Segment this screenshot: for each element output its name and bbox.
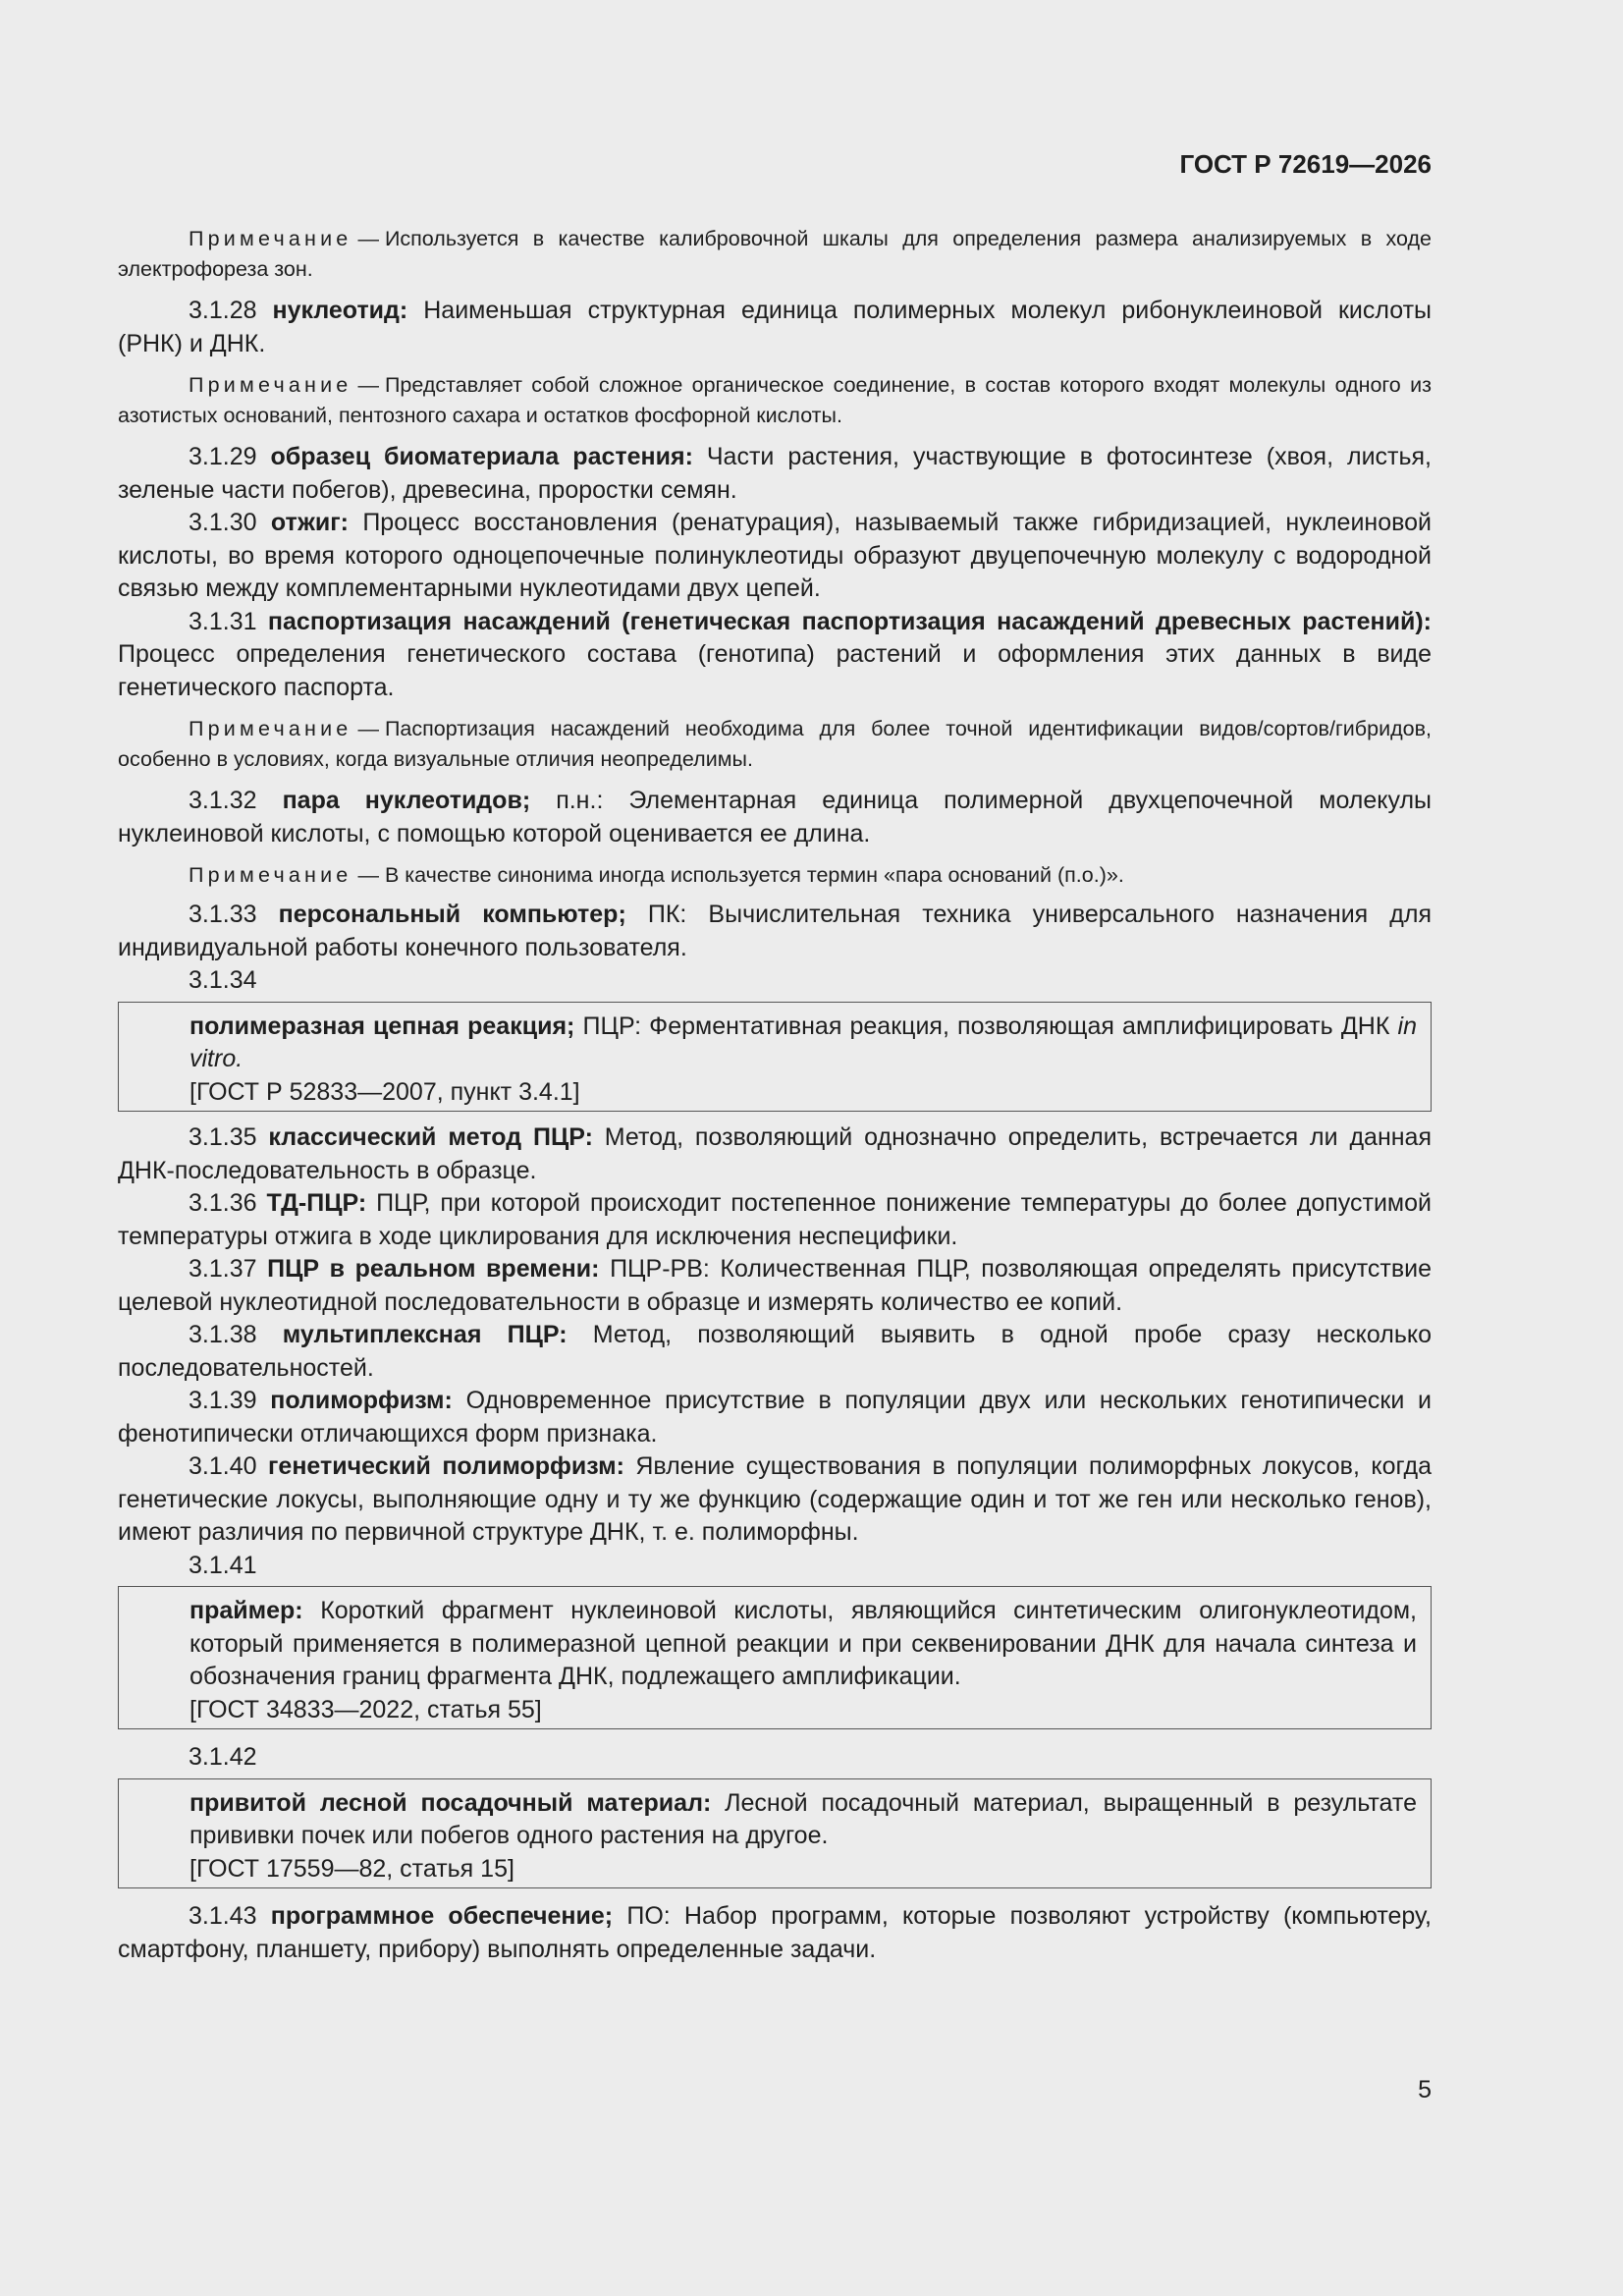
term-name: мультиплексная ПЦР: (282, 1321, 568, 1348)
quoted-term-box (118, 1002, 1432, 1113)
term-name: привитой лесной посадочный материал: (189, 1788, 712, 1817)
term-name: ПЦР в реальном времени: (267, 1255, 600, 1283)
term-source: [ГОСТ Р 52833—2007, пункт 3.4.1] (189, 1077, 580, 1106)
term-definition: ПЦР, при которой происходит постепенное понижение температуры до более допустимой температуры отжига в ходе циклирования для исключения неспецифики. (118, 1189, 1432, 1250)
term-italic: in vitro. (189, 1011, 1417, 1072)
term-entry (118, 1121, 1432, 1187)
term-name: образец биоматериала растения: (270, 443, 693, 470)
term-entry (118, 899, 1432, 964)
term-entry (118, 507, 1432, 606)
term-definition: Явление существования в популяции полиморфных локусов, когда генетические локусы, выполняющие одну и ту же функцию (содержащие один и тот же ген или несколько генов), имеют различия по первичной структуре ДНК, т. е. полиморфны. (118, 1452, 1432, 1546)
term-definition: ПЦР: Ферментативная реакция, позволяющая амплифицировать ДНК (582, 1011, 1390, 1040)
term-name: полиморфизм: (270, 1387, 453, 1414)
note (118, 370, 1432, 431)
term-definition: Метод, позволяющий однозначно определить, встречается ли данная ДНК-последовательность в образце. (118, 1123, 1433, 1184)
term-definition: Части растения, участвующие в фотосинтезе (хвоя, листья, зеленые части побегов), древесина, проростки семян. (118, 443, 1433, 504)
term-entry (189, 1011, 1417, 1076)
term-name: нуклеотид: (272, 297, 408, 324)
note-text: Паспортизация насаждений необходима для более точной идентификации видов/сортов/гибридов, особенно в условиях, когда визуальные отличия неопределимы. (118, 717, 1432, 771)
quoted-term-box (118, 1778, 1432, 1889)
note-label: Примечание (189, 227, 352, 250)
document-header: ГОСТ Р 72619—2026 (1179, 149, 1432, 179)
term-entry (118, 606, 1432, 705)
term-number: 3.1.41 (189, 1551, 257, 1579)
term-number: 3.1.35 (189, 1123, 257, 1151)
term-entry (118, 441, 1432, 507)
term-definition: Лесной посадочный материал, выращенный в результате прививки почек или побегов одного растения на другое. (189, 1788, 1417, 1849)
term-entry (118, 785, 1432, 850)
term-definition: Процесс восстановления (ренатурация), называемый также гибридизацией, нуклеиновой кислоты, во время которого одноцепочечные полинуклеотиды образуют двуцепочечную молекулу с водородной связью между комплементарными нуклеотидами двух цепей. (118, 509, 1432, 602)
term-name: паспортизация насаждений (генетическая паспортизация насаждений древесных растений): (267, 607, 1432, 635)
term-entry (189, 1595, 1417, 1694)
term-definition: Метод, позволяющий выявить в одной пробе сразу несколько последовательностей. (118, 1321, 1432, 1382)
note-text: Представляет собой сложное органическое соединение, в состав которого входят молекулы одного из азотистых оснований, пентозного сахара и остатков фосфорной кислоты. (118, 373, 1432, 427)
term-source: [ГОСТ 34833—2022, статья 55] (189, 1695, 542, 1723)
note-label: Примечание (189, 717, 352, 740)
term-number: 3.1.37 (189, 1255, 257, 1283)
term-definition: п.н.: Элементарная единица полимерной двухцепочечной молекулы нуклеиновой кислоты, с помощью которой оценивается ее длина. (118, 787, 1433, 847)
note (118, 714, 1432, 775)
note-text: Используется в качестве калибровочной шкалы для определения размера анализируемых в ходе электрофореза зон. (118, 227, 1432, 281)
term-name: отжиг: (270, 509, 349, 536)
term-entry (118, 1319, 1432, 1385)
term-number: 3.1.43 (189, 1902, 257, 1930)
note-label: Примечание (189, 863, 352, 887)
document-body (118, 224, 1432, 1966)
term-number: 3.1.30 (189, 509, 257, 536)
note (118, 860, 1432, 891)
term-definition: Одновременное присутствие в популяции двух или нескольких генотипически и фенотипически отличающихся форм признака. (118, 1387, 1433, 1448)
term-name: полимеразная цепная реакция; (189, 1011, 575, 1040)
note-dash: — (357, 717, 379, 740)
term-number: 3.1.39 (189, 1387, 257, 1414)
term-number: 3.1.42 (189, 1743, 257, 1771)
term-definition: Наименьшая структурная единица полимерных молекул рибонуклеиновой кислоты (РНК) и ДНК. (118, 297, 1433, 357)
term-definition: ПО: Набор программ, которые позволяют устройству (компьютеру, смартфону, планшету, прибору) выполнять определенные задачи. (118, 1902, 1432, 1963)
term-number: 3.1.36 (189, 1189, 257, 1217)
note-label: Примечание (189, 373, 352, 397)
term-source: [ГОСТ 17559—82, статья 15] (189, 1854, 514, 1883)
term-name: праймер: (189, 1597, 303, 1624)
term-number: 3.1.38 (189, 1321, 257, 1348)
term-entry (118, 1450, 1432, 1550)
term-number: 3.1.32 (189, 787, 257, 814)
term-number: 3.1.34 (189, 966, 257, 994)
note-text: В качестве синонима иногда используется термин «пара оснований (п.о.)». (384, 863, 1124, 887)
term-definition: ПК: Вычислительная техника универсального назначения для индивидуальной работы конечного пользователя. (118, 901, 1433, 961)
term-name: персональный компьютер; (278, 901, 626, 928)
term-entry (189, 1787, 1417, 1853)
term-number: 3.1.29 (189, 443, 257, 470)
term-definition: ПЦР-РВ: Количественная ПЦР, позволяющая определять присутствие целевой нуклеотидной последовательности в образце и измерять количество ее копий. (118, 1255, 1432, 1316)
term-entry (118, 1385, 1432, 1450)
term-entry (118, 295, 1432, 360)
term-definition: Короткий фрагмент нуклеиновой кислоты, являющийся синтетическим олигонуклеотидом, который применяется в полимеразной цепной реакции и при секвенировании ДНК для начала синтеза и обозначения границ фрагмента ДНК, подлежащего амплификации. (189, 1597, 1417, 1690)
term-number: 3.1.33 (189, 901, 257, 928)
term-entry (118, 1900, 1432, 1966)
term-entry (118, 1253, 1432, 1319)
term-name: программное обеспечение; (270, 1902, 614, 1930)
term-definition: Процесс определения генетического состава (генотипа) растений и оформления этих данных в виде генетического паспорта. (118, 640, 1432, 701)
note-dash: — (357, 373, 379, 397)
term-name: пара нуклеотидов; (282, 787, 531, 814)
term-name: ТД-ПЦР: (266, 1189, 367, 1217)
term-number: 3.1.40 (189, 1452, 257, 1480)
note-dash: — (357, 227, 379, 250)
page-number: 5 (1418, 2076, 1432, 2104)
term-number: 3.1.28 (189, 297, 257, 324)
term-name: классический метод ПЦР: (268, 1123, 593, 1151)
note (118, 224, 1432, 285)
term-number: 3.1.31 (189, 607, 257, 635)
term-name: генетический полиморфизм: (268, 1452, 624, 1480)
quoted-term-box (118, 1586, 1432, 1729)
note-dash: — (357, 863, 379, 887)
term-entry (118, 1187, 1432, 1253)
